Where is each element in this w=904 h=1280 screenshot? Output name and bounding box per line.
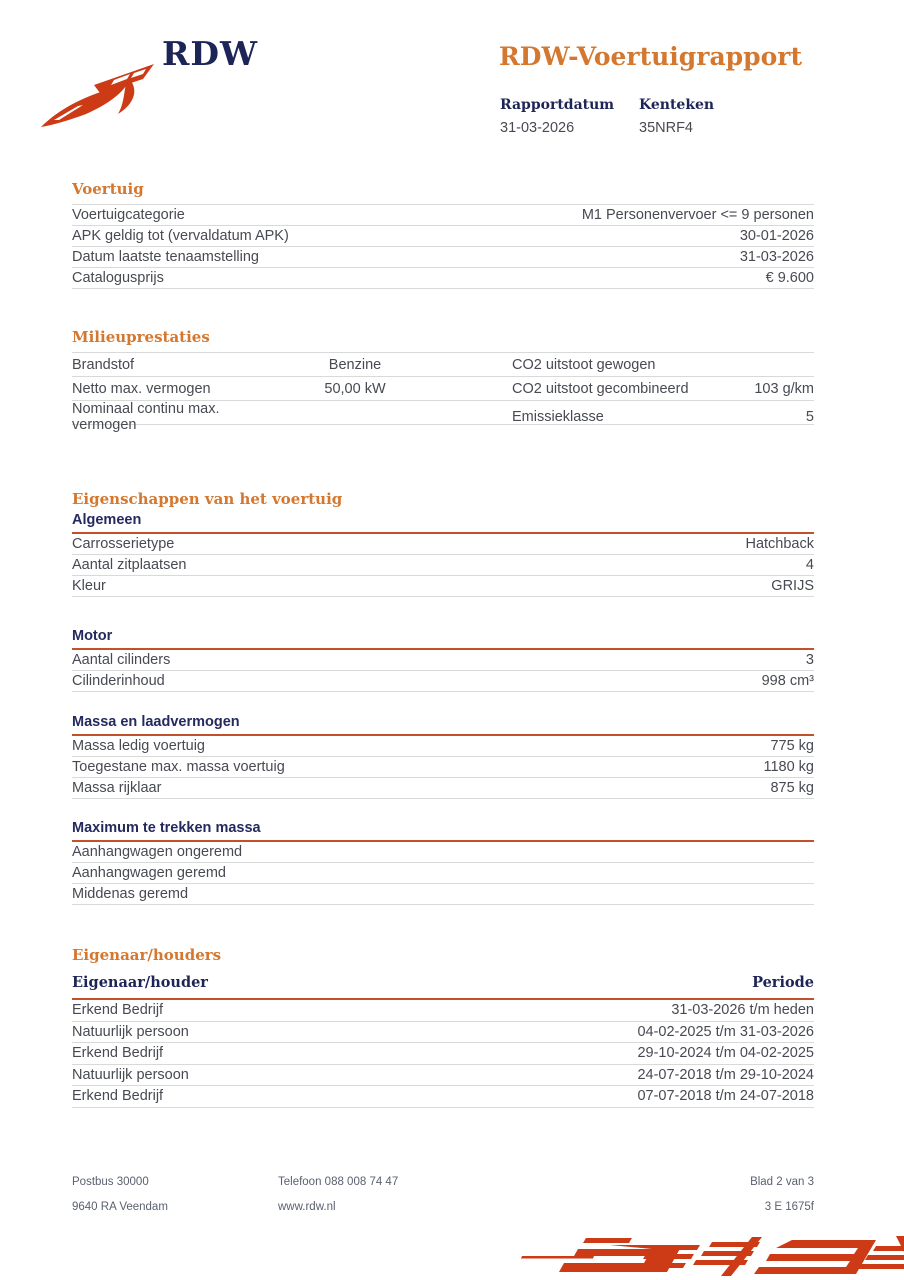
row-value: 1180 kg — [763, 759, 814, 775]
row-label: Aanhangwagen ongeremd — [72, 844, 243, 860]
owner-name: Erkend Bedrijf — [72, 1088, 164, 1105]
owner-name: Natuurlijk persoon — [72, 1023, 189, 1040]
row-label: APK geldig tot (vervaldatum APK) — [72, 228, 289, 244]
table-row — [72, 1086, 814, 1108]
report-date-label: Rapportdatum — [500, 97, 615, 113]
row-label: Netto max. vermogen — [72, 380, 211, 397]
owner-period: 31-03-2026 t/m heden — [671, 1002, 814, 1019]
voertuig-table — [72, 204, 814, 289]
footer-page-info — [750, 1170, 814, 1220]
table-row — [72, 555, 814, 576]
subsection-massa — [72, 714, 814, 799]
row-value: Benzine — [328, 356, 382, 373]
row-label: Emissieklasse — [512, 409, 604, 425]
row-value: 775 kg — [770, 738, 814, 754]
table-row — [72, 778, 814, 799]
footer-page-indicator: Blad 2 van 3 — [750, 1176, 814, 1188]
row-label: CO2 uitstoot gecombineerd — [512, 380, 689, 397]
rdw-logo-text: RDW — [162, 34, 259, 73]
table-row — [72, 353, 814, 377]
section-eigenschappen — [72, 490, 814, 514]
row-label: Nominaal continu max. vermogen — [72, 401, 220, 433]
row-value: Hatchback — [745, 536, 814, 552]
row-value: 5 — [805, 409, 814, 425]
section-title-voertuig: Voertuig — [72, 180, 144, 198]
table-row — [72, 650, 814, 671]
section-title-milieuprestaties: Milieuprestaties — [72, 328, 210, 346]
column-header-period: Periode — [752, 974, 814, 991]
subsection-maximum-trekken — [72, 820, 814, 905]
table-row — [72, 671, 814, 692]
row-value: 4 — [805, 557, 814, 573]
table-row — [72, 268, 814, 289]
row-value: 875 kg — [770, 780, 814, 796]
footer-website-link: www.rdw.nl — [278, 1201, 336, 1213]
row-label: Voertuigcategorie — [72, 207, 185, 223]
row-value: € 9.600 — [765, 270, 814, 286]
table-row — [72, 247, 814, 268]
milieu-table — [72, 352, 814, 433]
footer-contact — [278, 1170, 398, 1220]
table-row — [72, 842, 814, 863]
owners-table-header — [72, 970, 814, 1000]
section-eigenaren — [72, 946, 814, 1108]
footer-address-line1: Postbus 30000 — [72, 1176, 149, 1188]
table-row — [72, 205, 814, 226]
row-value: 50,00 kW — [324, 380, 386, 397]
table-row — [72, 1043, 814, 1065]
row-label: Cilinderinhoud — [72, 673, 165, 689]
license-plate-label: Kenteken — [639, 97, 715, 113]
row-label: Datum laatste tenaamstelling — [72, 249, 259, 265]
footer-doc-code: 3 E 1675f — [764, 1201, 814, 1213]
subsection-title-algemeen: Algemeen — [72, 512, 814, 534]
owner-period: 29-10-2024 t/m 04-02-2025 — [637, 1045, 814, 1062]
footer-phone: Telefoon 088 008 74 47 — [278, 1176, 399, 1188]
subsection-algemeen — [72, 512, 814, 597]
row-label: Aantal cilinders — [72, 652, 171, 668]
table-row — [72, 1000, 814, 1022]
row-label: Carrosserietype — [72, 536, 175, 552]
speed-stripes-graphic-icon — [504, 1232, 904, 1280]
row-label: Massa rijklaar — [72, 780, 162, 796]
subsection-title-motor: Motor — [72, 628, 814, 650]
section-title-eigenschappen: Eigenschappen van het voertuig — [72, 490, 343, 508]
section-milieuprestaties — [72, 328, 814, 433]
report-date-value: 31-03-2026 — [500, 120, 575, 136]
owner-name: Natuurlijk persoon — [72, 1066, 189, 1083]
table-row — [72, 576, 814, 597]
report-date-block — [500, 97, 614, 136]
table-row — [72, 401, 814, 433]
owner-name: Erkend Bedrijf — [72, 1002, 164, 1019]
footer-address-line2: 9640 RA Veendam — [72, 1201, 168, 1213]
row-value: 998 cm³ — [761, 673, 814, 689]
page-title: RDW-Voertuigrapport — [499, 42, 803, 71]
row-value: 103 g/km — [754, 380, 814, 397]
license-plate-block — [639, 97, 714, 136]
section-title-eigenaren: Eigenaar/houders — [72, 946, 222, 964]
owner-name: Erkend Bedrijf — [72, 1045, 164, 1062]
row-value: 3 — [805, 652, 814, 668]
table-row — [72, 1022, 814, 1044]
row-value: M1 Personenvervoer <= 9 personen — [581, 207, 814, 223]
row-label: Toegestane max. massa voertuig — [72, 759, 285, 775]
row-label: Catalogusprijs — [72, 270, 164, 286]
row-label: Massa ledig voertuig — [72, 738, 205, 754]
table-row — [72, 534, 814, 555]
row-label: Middenas geremd — [72, 886, 189, 902]
owner-period: 04-02-2025 t/m 31-03-2026 — [637, 1023, 814, 1040]
subsection-title-massa: Massa en laadvermogen — [72, 714, 814, 736]
table-row — [72, 884, 814, 905]
table-row — [72, 226, 814, 247]
subsection-motor — [72, 628, 814, 692]
table-row — [72, 1065, 814, 1087]
row-label: Kleur — [72, 578, 106, 594]
row-label: Aantal zitplaatsen — [72, 557, 187, 573]
section-voertuig — [72, 180, 814, 289]
row-value: 30-01-2026 — [739, 228, 814, 244]
owner-period: 07-07-2018 t/m 24-07-2018 — [637, 1088, 814, 1105]
table-row — [72, 377, 814, 401]
row-label: CO2 uitstoot gewogen — [512, 356, 656, 373]
column-header-owner: Eigenaar/houder — [72, 974, 208, 991]
rdw-feather-logo-icon — [38, 56, 162, 134]
footer-address — [72, 1170, 168, 1220]
subsection-title-maximum-trekken: Maximum te trekken massa — [72, 820, 814, 842]
row-value: GRIJS — [771, 578, 814, 594]
table-row — [72, 863, 814, 884]
license-plate-value: 35NRF4 — [639, 120, 693, 136]
row-label: Aanhangwagen geremd — [72, 865, 226, 881]
table-row — [72, 757, 814, 778]
row-label: Brandstof — [72, 356, 135, 373]
row-value: 31-03-2026 — [739, 249, 814, 265]
owner-period: 24-07-2018 t/m 29-10-2024 — [637, 1066, 814, 1083]
table-row — [72, 736, 814, 757]
